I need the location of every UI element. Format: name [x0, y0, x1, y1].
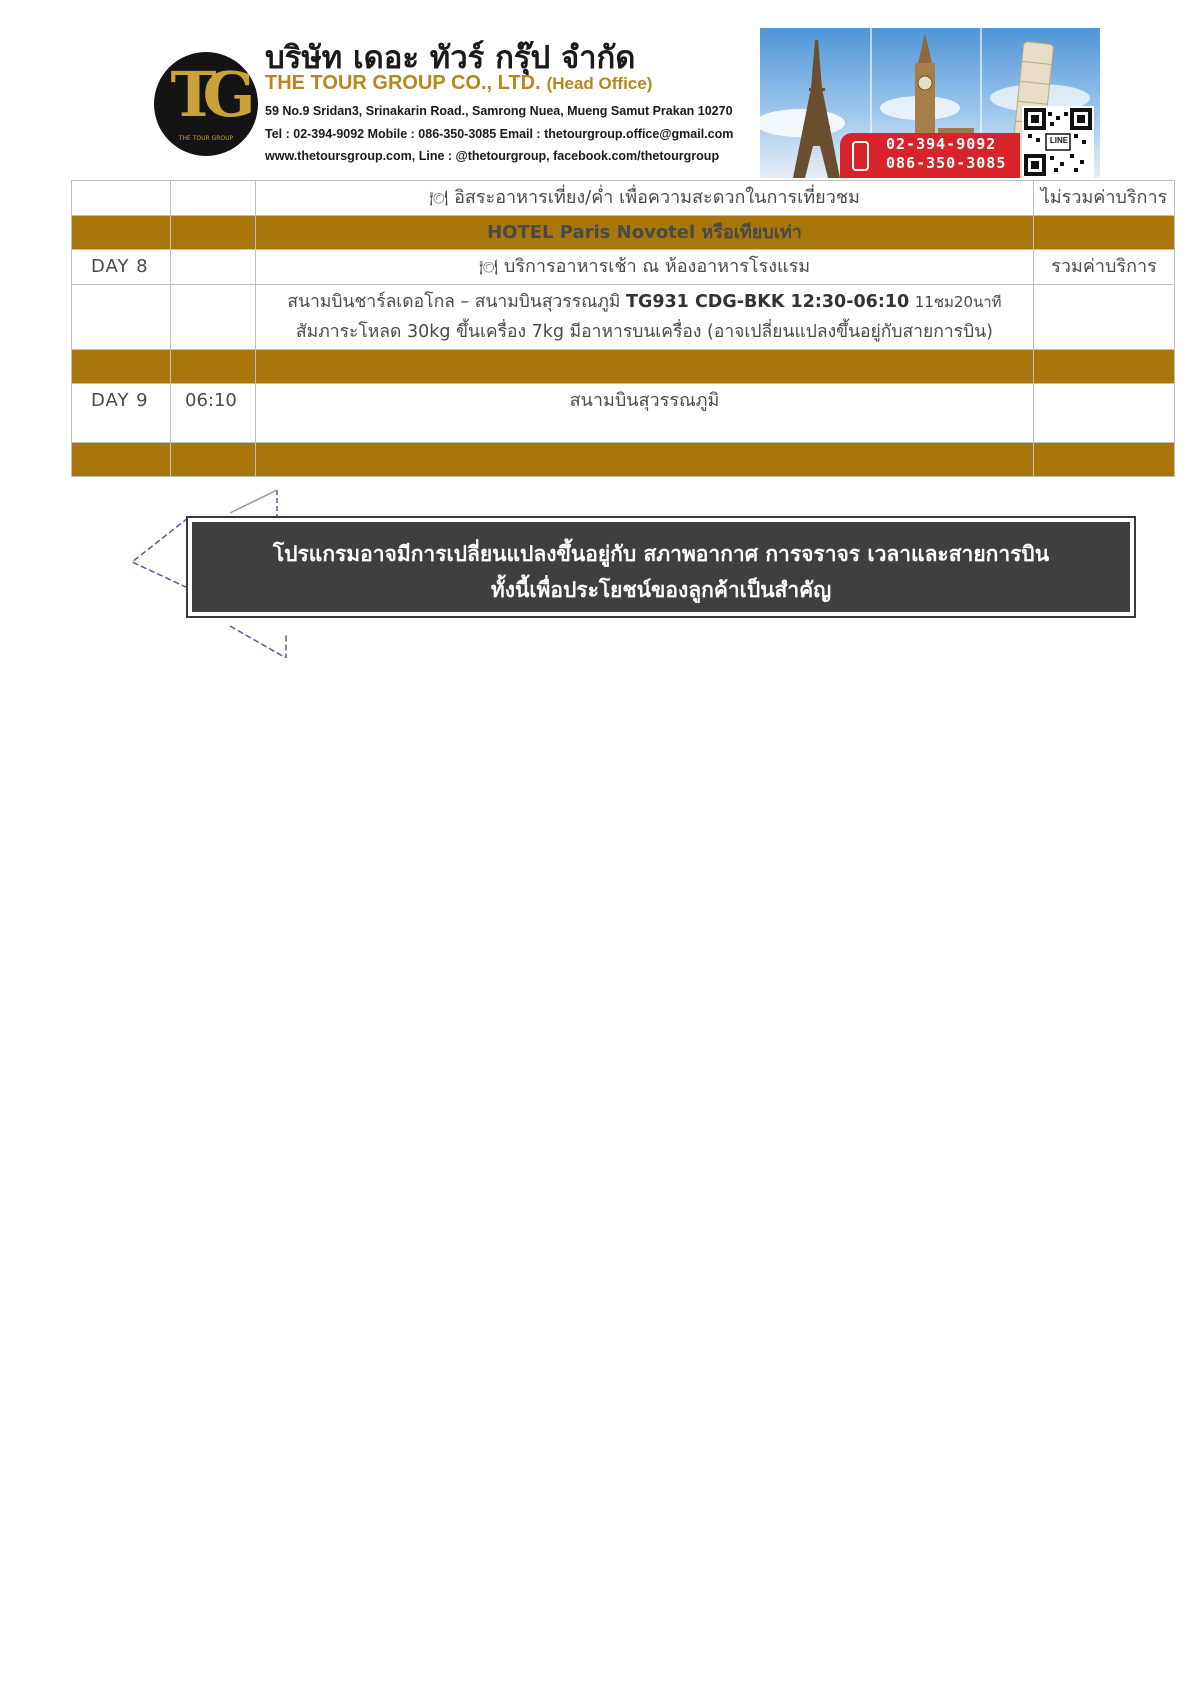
note-cell [1034, 443, 1175, 477]
table-row-separator [72, 443, 1175, 477]
qr-line-label: LINE [1049, 136, 1069, 145]
banner-phone-2: 086-350-3085 [886, 154, 1007, 172]
time-label: 06:10 [171, 384, 256, 443]
mobile-phone-icon [852, 141, 869, 171]
day-cell [72, 285, 171, 350]
eiffel-tower-icon [793, 40, 840, 178]
table-row [72, 384, 1175, 443]
day-cell [72, 350, 171, 384]
day-cell [72, 216, 171, 250]
company-address: 59 No.9 Sridan3, Srinakarin Road., Samrong Nuea, Mueng Samut Prakan 10270 [265, 104, 733, 118]
head-office-label: (Head Office) [546, 74, 653, 93]
breakfast-text: บริการอาหารเช้า ณ ห้องอาหารโรงแรม [503, 256, 811, 277]
activity-cell [256, 443, 1034, 477]
notice-line-2: ทั้งนี้เพื่อประโยชน์ของลูกค้าเป็นสำคัญ [490, 578, 832, 602]
time-cell [171, 216, 256, 250]
banner-phone-1: 02-394-9092 [886, 135, 997, 153]
flight-duration: 11ชม20นาที [914, 293, 1002, 311]
time-cell [171, 443, 256, 477]
company-contact: Tel : 02-394-9092 Mobile : 086-350-3085 Email : thetourgroup.office@gmail.com [265, 127, 734, 141]
day-label: DAY 8 [72, 250, 171, 285]
table-row [72, 181, 1175, 216]
schedule-change-notice [186, 516, 1136, 618]
flight-cell [256, 285, 1034, 350]
breakfast-note: รวมค่าบริการ [1034, 250, 1175, 285]
note-cell [1034, 384, 1175, 443]
company-name-thai: บริษัท เดอะ ทัวร์ กรุ๊ป จำกัด [265, 40, 636, 76]
day-cell [72, 181, 171, 216]
table-row [72, 250, 1175, 285]
activity-cell [256, 250, 1034, 285]
activity-cell [256, 350, 1034, 384]
baggage-info: สัมภาระโหลด 30kg ขึ้นเครื่อง 7kg มีอาหารบนเครื่อง (อาจเปลี่ยนแปลงขึ้นอยู่กับสายการบิน) [295, 322, 993, 342]
notice-line-1: โปรแกรมอาจมีการเปลี่ยนแปลงขึ้นอยู่กับ สภาพอากาศ การจราจร เวลาและสายการบิน [272, 542, 1050, 566]
meal-icon: 🍽 [429, 189, 449, 207]
flight-number: TG931 CDG-BKK 12:30-06:10 [626, 292, 910, 312]
flight-info [256, 285, 1033, 317]
time-cell [171, 285, 256, 350]
day-label: DAY 9 [72, 384, 171, 443]
note-cell [1034, 285, 1175, 350]
logo-subtitle: THE TOUR GROUP [178, 135, 234, 142]
day-cell [72, 443, 171, 477]
table-row-hotel [72, 216, 1175, 250]
landmarks-banner [760, 28, 1100, 178]
time-cell [171, 250, 256, 285]
table-row-separator [72, 350, 1175, 384]
company-name-english [265, 72, 652, 95]
time-cell [171, 350, 256, 384]
arrival-text: สนามบินสุวรรณภูมิ [256, 384, 1034, 443]
flight-route: สนามบินชาร์ลเดอโกล – สนามบินสุวรรณภูมิ [287, 292, 621, 312]
company-web: www.thetoursgroup.com, Line : @thetourgroup, facebook.com/thetourgroup [265, 149, 720, 163]
notice-panel [192, 522, 1130, 612]
meal-free-text: อิสระอาหารเที่ยง/ค่ำ เพื่อความสะดวกในการเที่ยวชม [454, 187, 860, 208]
line-qr-code-icon[interactable] [1022, 106, 1094, 178]
company-logo [154, 52, 258, 156]
table-row-flight [72, 285, 1175, 350]
hotel-name: HOTEL Paris Novotel หรือเทียบเท่า [256, 216, 1034, 250]
time-cell [171, 181, 256, 216]
logo-monogram: TG [170, 58, 242, 131]
meal-icon: 🍽 [478, 258, 498, 276]
meal-free-note: ไม่รวมค่าบริการ [1034, 181, 1175, 216]
note-cell [1034, 350, 1175, 384]
note-cell [1034, 216, 1175, 250]
itinerary-table [71, 180, 1175, 477]
activity-cell [256, 181, 1034, 216]
company-name-en-text: THE TOUR GROUP CO., LTD. [265, 72, 541, 94]
